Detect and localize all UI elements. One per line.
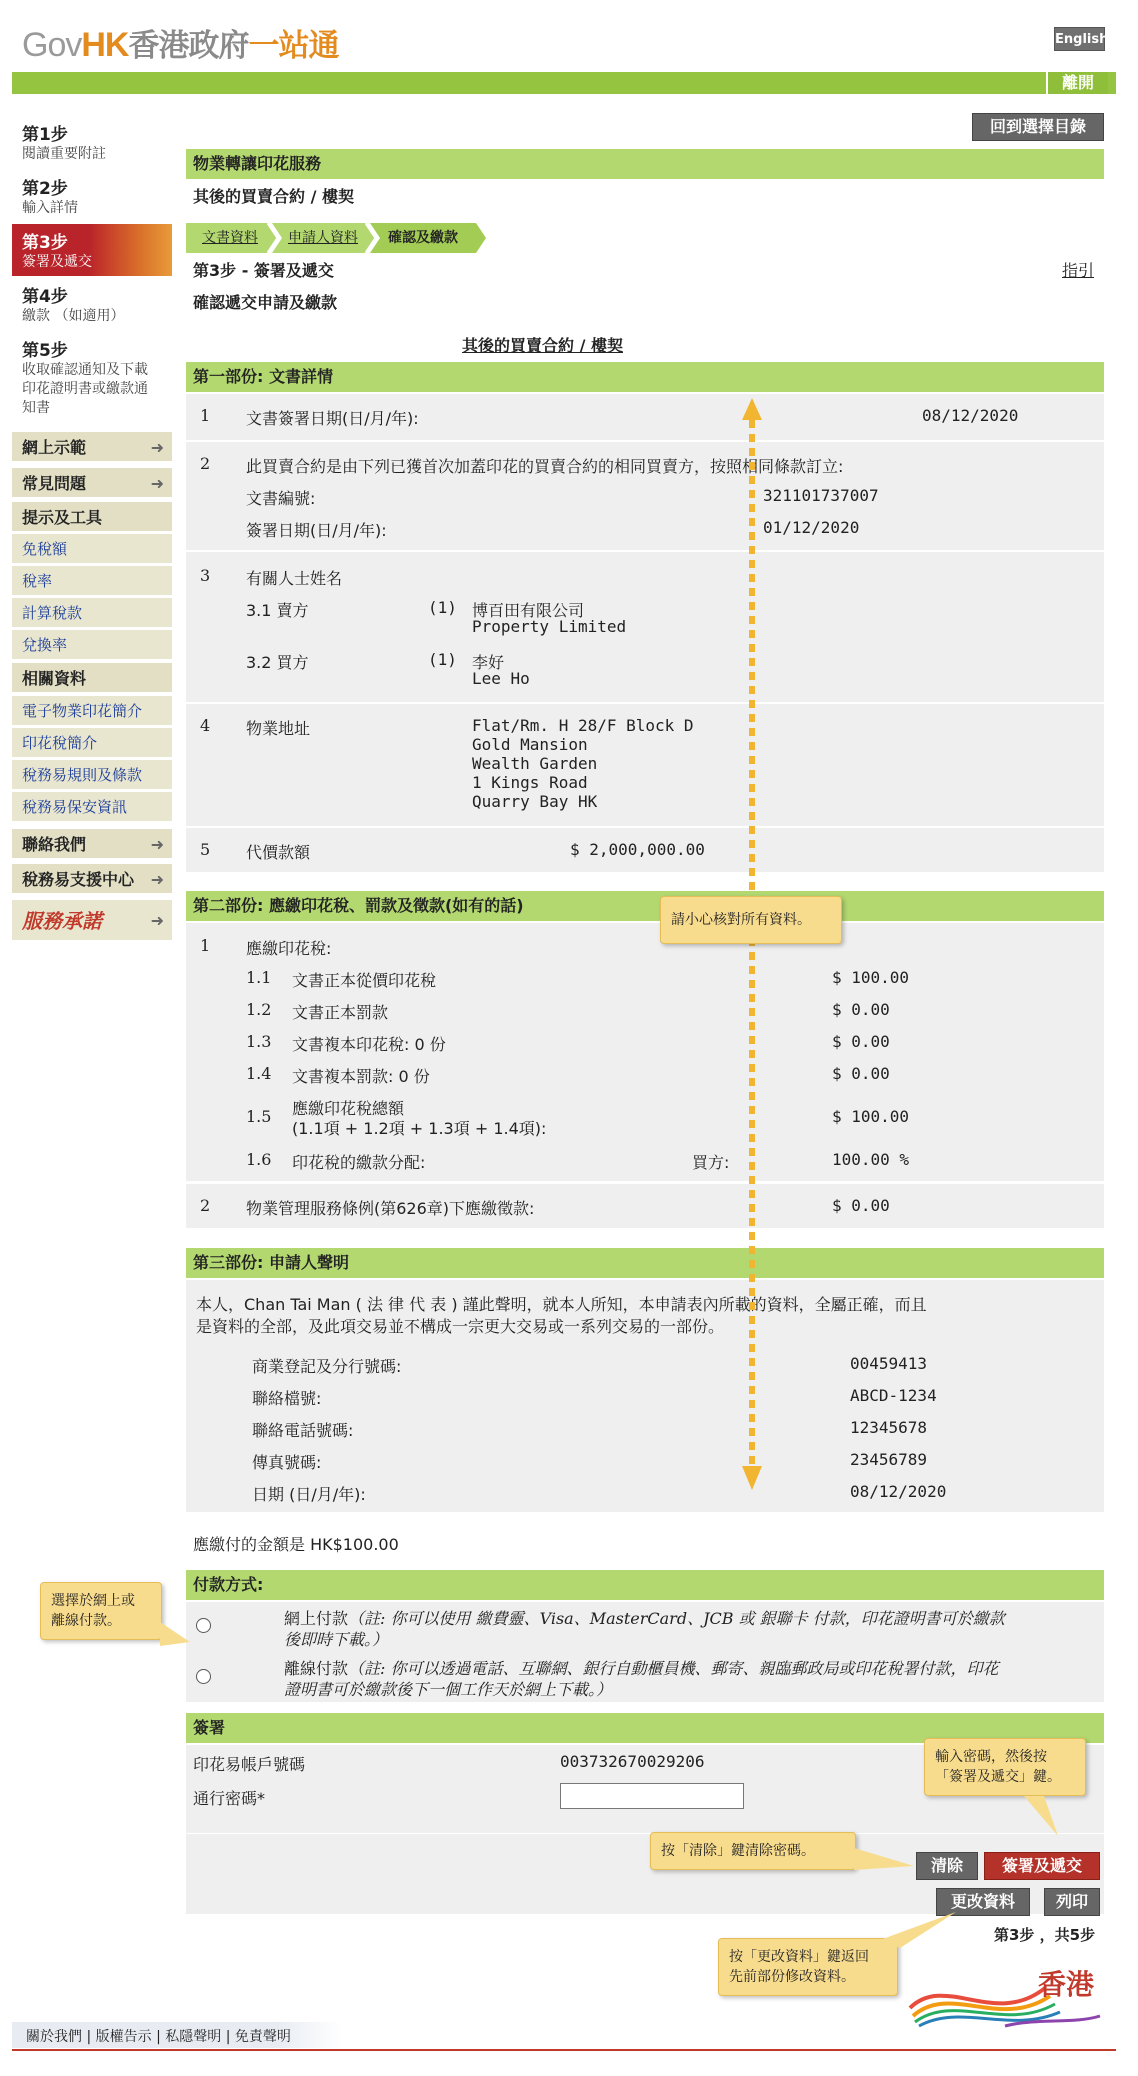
declaration-text: 本人，Chan Tai Man ( 法 律 代 表 ) 謹此聲明，就本人所知，本申請表內所載的資料，全屬正確，而且 — [196, 1295, 927, 1314]
tip-password: 輸入密碼，然後按 「簽署及遞交」鍵。 — [924, 1738, 1086, 1796]
arrow-right-icon: ➜ — [150, 835, 164, 854]
tip-check-data: 請小心核對所有資料。 — [660, 896, 842, 944]
tip-clear: 按「清除」鍵清除密碼。 — [650, 1832, 856, 1870]
seller-name-en: Property Limited — [472, 617, 627, 636]
step-3-active: 第3步 簽署及遞交 — [12, 224, 172, 276]
scroll-hint-arrow — [732, 398, 772, 1490]
logout-button[interactable]: 離開 — [1046, 72, 1108, 94]
field-label: 應繳印花稅總額 — [292, 1099, 405, 1118]
row-number: 1 — [200, 406, 211, 425]
field-label: 商業登記及分行號碼: — [252, 1357, 402, 1376]
field-label: 物業地址 — [246, 719, 311, 738]
step-indicator: 第3步 ，共5步 — [994, 1926, 1096, 1944]
field-label: 文書正本罰款 — [292, 1003, 389, 1022]
duty-value: $ 100.00 — [832, 968, 910, 987]
tip-pointer — [160, 1620, 192, 1650]
field-label: 代價款額 — [246, 843, 311, 862]
phone-number: 12345678 — [850, 1418, 928, 1437]
nav-stamp-intro[interactable]: 印花稅簡介 — [12, 728, 172, 759]
footer-links: 關於我們 | 版權告示 | 私隱聲明 | 免責聲明 — [26, 2029, 291, 2045]
offline-payment-radio[interactable] — [196, 1669, 211, 1684]
nav-calc[interactable]: 計算稅款 — [12, 598, 172, 629]
online-payment-label: 網上付款（註: 你可以使用 繳費靈、Visa、MasterCard、JCB 或 銀聯卡 付款，印花證明書可於繳款 — [284, 1609, 1005, 1628]
center-title: 其後的買賣合約 / 樓契 — [462, 336, 623, 355]
password-label: 通行密碼* — [193, 1789, 266, 1808]
row-number: 3 — [200, 566, 211, 585]
footer-privacy-link[interactable]: 私隱聲明 — [165, 2029, 222, 2045]
field-label: 文書複本印花稅: 0 份 — [292, 1035, 446, 1054]
back-to-menu-button[interactable]: 回到選擇目錄 — [972, 113, 1104, 141]
party-index: (1) — [428, 650, 457, 669]
tip-pointer — [1020, 1796, 1060, 1838]
field-label: 此買賣合約是由下列已獲首次加蓋印花的買賣合約的相同買賣方，按照相同條款訂立: — [246, 457, 844, 476]
nav-faq[interactable]: 常見問題 ➜ — [12, 468, 172, 499]
tip-payment: 選擇於網上或 離線付款。 — [40, 1582, 162, 1640]
nav-tips-heading: 提示及工具 — [12, 502, 172, 533]
nav-exchange[interactable]: 兌換率 — [12, 630, 172, 661]
confirm-heading: 確認遞交申請及繳款 — [193, 293, 338, 312]
step-5: 第5步 收取確認通知及下載 印花證明書或繳款通 知書 — [22, 341, 148, 416]
nav-related-heading: 相關資料 — [12, 663, 172, 694]
consideration-amount: $ 2,000,000.00 — [570, 840, 705, 859]
address-line: Quarry Bay HK — [472, 792, 598, 811]
field-label: 物業管理服務條例(第626章)下應繳徵款: — [246, 1199, 535, 1218]
step-heading: 第3步 - 簽署及遞交 — [193, 261, 334, 280]
row-number: 2 — [200, 1196, 211, 1215]
first-sign-date: 01/12/2020 — [763, 518, 860, 537]
doc-type: 其後的買賣合約 / 樓契 — [193, 187, 354, 206]
field-label: 有關人士姓名 — [246, 569, 343, 588]
arrow-right-icon: ➜ — [150, 870, 164, 889]
field-label: 聯絡電話號碼: — [252, 1421, 354, 1440]
row-number: 2 — [200, 454, 211, 473]
crumb-confirm-pay: 確認及繳款 — [388, 230, 458, 246]
field-label: 應繳印花稅: — [246, 939, 332, 958]
item-number: 1.4 — [246, 1064, 272, 1083]
row-number: 4 — [200, 716, 211, 735]
amount-due: 應繳付的金額是 HK$100.00 — [193, 1535, 399, 1554]
step-1: 第1步 閱讀重要附註 — [22, 125, 106, 162]
field-label: 3.1 賣方 — [246, 601, 309, 620]
item-number: 1.6 — [246, 1150, 272, 1169]
account-number: 003732670029206 — [560, 1752, 705, 1771]
part3-title: 第三部份: 申請人聲明 — [186, 1248, 1104, 1278]
arrow-right-icon: ➜ — [150, 474, 164, 493]
field-label: 傳真號碼: — [252, 1453, 322, 1472]
row-number: 5 — [200, 840, 211, 859]
footer-about-link[interactable]: 關於我們 — [26, 2029, 82, 2045]
levy-value: $ 0.00 — [832, 1196, 890, 1215]
service-title: 物業轉讓印花服務 — [186, 149, 1104, 179]
nav-service-pledge[interactable]: 服務承諾 ➜ — [12, 900, 172, 942]
declaration-date: 08/12/2020 — [850, 1482, 947, 1501]
fax-number: 23456789 — [850, 1450, 928, 1469]
br-number: 00459413 — [850, 1354, 928, 1373]
buyer-name-zh: 李好 — [472, 653, 505, 672]
step-4: 第4步 繳款 （如適用） — [22, 287, 125, 324]
address-line: Gold Mansion — [472, 735, 588, 754]
offline-payment-label: 離線付款（註: 你可以透過電話、互聯網、銀行自動櫃員機、郵寄、親臨郵政局或印花稅署付款，印花 — [284, 1659, 999, 1678]
nav-exemption[interactable]: 免稅額 — [12, 534, 172, 565]
total-duty-value: $ 100.00 — [832, 1107, 910, 1126]
seller-name-zh: 博百田有限公司 — [472, 601, 585, 620]
item-number: 1.3 — [246, 1032, 272, 1051]
party-label: 買方: — [692, 1153, 730, 1172]
crumb-applicant-info[interactable]: 申請人資料 — [288, 230, 358, 246]
address-line: Flat/Rm. H 28/F Block D — [472, 716, 694, 735]
item-number: 1.1 — [246, 968, 272, 987]
brand-hk-text: 香港 — [1038, 1968, 1095, 2001]
field-label: 文書正本從價印花稅 — [292, 971, 437, 990]
sign-title: 簽署 — [186, 1713, 1104, 1743]
footer-copyright-link[interactable]: 版權告示 — [95, 2029, 152, 2045]
party-index: (1) — [428, 598, 457, 617]
field-label: 簽署日期(日/月/年): — [246, 521, 387, 540]
item-number: 1.5 — [246, 1107, 272, 1126]
footer-rule — [12, 2049, 1116, 2051]
buyer-name-en: Lee Ho — [472, 669, 530, 688]
online-payment-radio[interactable] — [196, 1618, 211, 1633]
nav-rates[interactable]: 稅率 — [12, 566, 172, 597]
field-label: 日期 (日/月/年): — [252, 1485, 366, 1504]
nav-demo[interactable]: 網上示範 ➜ — [12, 432, 172, 463]
doc-sign-date: 08/12/2020 — [922, 406, 1019, 425]
field-label: 文書複本罰款: 0 份 — [292, 1067, 430, 1086]
row-number: 1 — [200, 936, 211, 955]
sign-submit-button[interactable]: 簽署及遞交 — [984, 1852, 1100, 1880]
part2-title: 第二部份: 應繳印花稅、罰款及徵款(如有的話) — [186, 891, 1104, 921]
nav-e-intro[interactable]: 電子物業印花簡介 — [12, 696, 172, 727]
payment-title: 付款方式: — [186, 1570, 1104, 1600]
nav-support[interactable]: 稅務易支援中心 ➜ — [12, 864, 172, 895]
tip-amend: 按「更改資料」鍵返回 先前部份修改資料。 — [718, 1938, 898, 1996]
print-button[interactable]: 列印 — [1044, 1888, 1100, 1916]
tip-pointer — [880, 1910, 960, 1950]
tip-pointer — [854, 1846, 916, 1876]
item-number: 1.2 — [246, 1000, 272, 1019]
nav-contact[interactable]: 聯絡我們 ➜ — [12, 829, 172, 860]
clear-button[interactable]: 清除 — [916, 1852, 978, 1880]
duty-allocation: 100.00 % — [832, 1150, 910, 1169]
address-line: Wealth Garden — [472, 754, 598, 773]
english-button[interactable]: English — [1054, 27, 1105, 51]
field-label: (1.1項 + 1.2項 + 1.3項 + 1.4項): — [292, 1119, 547, 1138]
contact-ref: ABCD-1234 — [850, 1386, 937, 1405]
nav-rules[interactable]: 稅務易規則及條款 — [12, 760, 172, 791]
arrow-right-icon: ➜ — [150, 911, 164, 930]
field-label: 聯絡檔號: — [252, 1389, 322, 1408]
arrow-right-icon: ➜ — [150, 438, 164, 457]
field-label: 3.2 買方 — [246, 653, 309, 672]
duty-value: $ 0.00 — [832, 1000, 890, 1019]
field-label: 文書簽署日期(日/月/年): — [246, 409, 419, 428]
nav-security[interactable]: 稅務易保安資訊 — [12, 792, 172, 823]
part1-title: 第一部份: 文書詳情 — [186, 362, 1104, 392]
field-label: 文書編號: — [246, 489, 316, 508]
govhk-logo[interactable]: GovHK香港政府一站通 — [22, 26, 339, 64]
account-label: 印花易帳戶號碼 — [193, 1755, 306, 1774]
step-2: 第2步 輸入詳情 — [22, 179, 78, 216]
crumb-document-info[interactable]: 文書資料 — [202, 230, 258, 246]
offline-payment-note: 證明書可於繳款後下一個工作天於網上下載。） — [284, 1680, 613, 1699]
duty-value: $ 0.00 — [832, 1032, 890, 1051]
field-label: 印花稅的繳款分配: — [292, 1153, 426, 1172]
declaration-text: 是資料的全部，及此項交易並不構成一宗更大交易或一系列交易的一部份。 — [196, 1317, 725, 1336]
online-payment-note: 後即時下載。） — [284, 1630, 389, 1649]
top-bar — [12, 72, 1116, 94]
guide-link[interactable]: 指引 — [1062, 261, 1095, 280]
footer-disclaimer-link[interactable]: 免責聲明 — [234, 2029, 291, 2045]
duty-value: $ 0.00 — [832, 1064, 890, 1083]
amend-button[interactable]: 更改資料 — [936, 1888, 1030, 1916]
address-line: 1 Kings Road — [472, 773, 588, 792]
password-input[interactable] — [560, 1783, 744, 1809]
doc-number: 321101737007 — [763, 486, 879, 505]
